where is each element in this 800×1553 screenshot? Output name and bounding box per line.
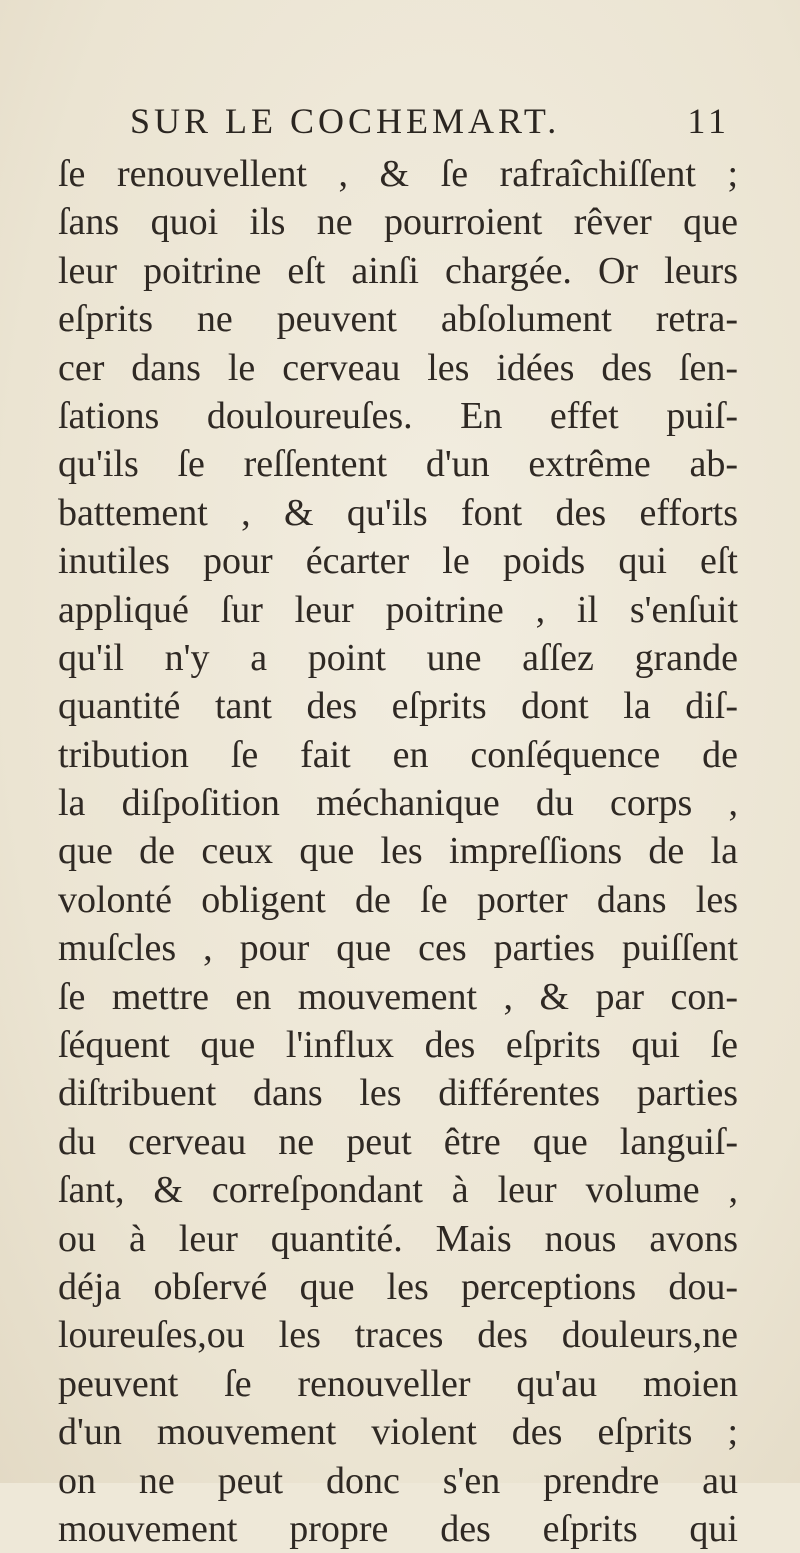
text-line: du cerveau ne peut être que languiſ-	[58, 1120, 738, 1163]
text-line: la diſpoſition méchanique du corps ,	[58, 782, 738, 825]
running-header	[130, 100, 730, 148]
page-number: 11	[687, 101, 730, 141]
text-line: que de ceux que les impreſſions de la	[58, 830, 738, 873]
text-line: battement , & qu'ils font des efforts	[58, 491, 738, 534]
text-line: ſant, & correſpondant à leur volume ,	[58, 1169, 738, 1212]
text-line: mouvement propre des eſprits qui	[58, 1507, 738, 1550]
text-line: peuvent ſe renouveller qu'au moien	[58, 1362, 738, 1405]
running-title: SUR LE COCHEMART.	[130, 101, 561, 141]
text-line: qu'ils ſe reſſentent d'un extrême ab-	[58, 443, 738, 486]
text-line: d'un mouvement violent des eſprits ;	[58, 1411, 738, 1454]
text-line: eſprits ne peuvent abſolument retra-	[58, 298, 738, 341]
text-line: on ne peut donc s'en prendre au	[58, 1459, 738, 1502]
text-line: tribution ſe fait en conſéquence de	[58, 733, 738, 776]
body-text	[58, 150, 738, 1553]
text-line: ſations douloureuſes. En effet puiſ-	[58, 394, 738, 437]
text-line: quantité tant des eſprits dont la diſ-	[58, 685, 738, 728]
text-line: ou à leur quantité. Mais nous avons	[58, 1217, 738, 1260]
text-line: déja obſervé que les perceptions dou-	[58, 1265, 738, 1308]
text-line: qu'il n'y a point une aſſez grande	[58, 636, 738, 679]
text-line: loureuſes,ou les traces des douleurs,ne	[58, 1314, 738, 1357]
text-line: ſéquent que l'influx des eſprits qui ſe	[58, 1024, 738, 1067]
text-line: muſcles , pour que ces parties puiſſent	[58, 927, 738, 970]
text-line: diſtribuent dans les différentes parties	[58, 1072, 738, 1115]
text-line: ſe mettre en mouvement , & par con-	[58, 975, 738, 1018]
text-line: inutiles pour écarter le poids qui eſt	[58, 540, 738, 583]
text-line: ſans quoi ils ne pourroient rêver que	[58, 201, 738, 244]
text-line: appliqué ſur leur poitrine , il s'enſuit	[58, 588, 738, 631]
text-line: cer dans le cerveau les idées des ſen-	[58, 346, 738, 389]
text-line: ſe renouvellent , & ſe rafraîchiſſent ;	[58, 153, 738, 195]
text-line: volonté obligent de ſe porter dans les	[58, 878, 738, 921]
text-line: leur poitrine eſt ainſi chargée. Or leurs	[58, 249, 738, 292]
